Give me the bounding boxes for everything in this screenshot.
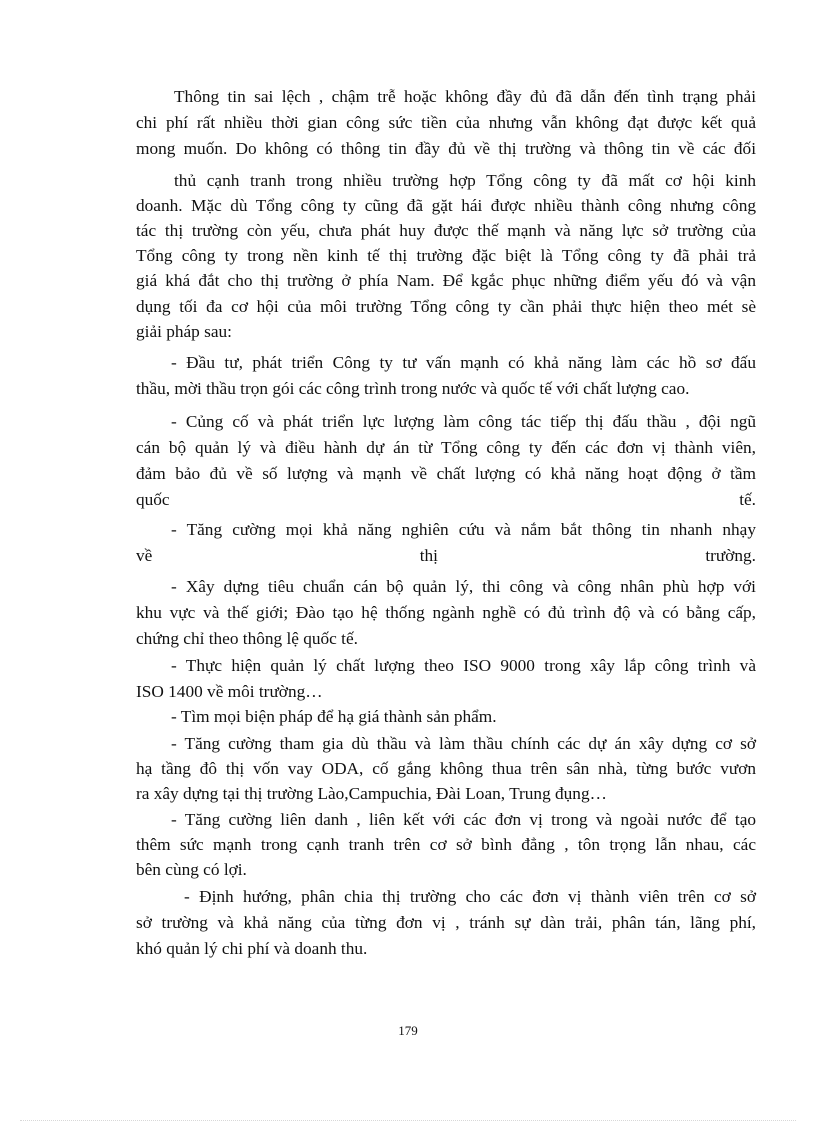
- list-item-line: sở trường và khả năng của từng đơn vị , tránh sự dàn trải, phân tán, lãng phí,: [136, 913, 756, 932]
- list-item-line: thầu, mời thầu trọn gói các công trình trong nước và quốc tế với chất lượng cao.: [136, 379, 690, 398]
- list-item-line: đảm bảo đủ về số lượng và mạnh về chất lượng có khả năng hoạt động ở tầm: [136, 464, 756, 483]
- list-item-line: cán bộ quản lý và điều hành dự án từ Tổng công ty đến các đơn vị thành viên,: [136, 438, 756, 457]
- list-item-line: - Thực hiện quản lý chất lượng theo ISO 9000 trong xây lắp công trình và: [171, 656, 756, 675]
- list-item-line: - Xây dựng tiêu chuẩn cán bộ quản lý, thi công và công nhân phù hợp với: [171, 577, 756, 596]
- paragraph-line: giải pháp sau:: [136, 322, 232, 341]
- list-item-line: - Tìm mọi biện pháp để hạ giá thành sản phẩm.: [171, 707, 497, 726]
- list-item-line: - Củng cố và phát triển lực lượng làm công tác tiếp thị đấu thầu , đội ngũ: [171, 412, 756, 431]
- page-number: 179: [398, 1023, 418, 1038]
- list-item-line: ra xây dựng tại thị trường Lào,Campuchia, Đài Loan, Trung đụng…: [136, 784, 607, 803]
- list-item-line: hạ tầng đô thị vốn vay ODA, cố gắng không thua trên sân nhà, từng bước vươn: [136, 759, 756, 778]
- list-item-line: bên cùng có lợi.: [136, 860, 247, 879]
- list-item-line: chứng chỉ theo thông lệ quốc tế.: [136, 629, 358, 648]
- paragraph-line: giá khá đắt cho thị trường ở phía Nam. Để kgắc phục những điểm yếu đó và vận: [136, 271, 756, 290]
- paragraph-line: Tổng công ty trong nền kinh tế thị trường đặc biệt là Tổng công ty đã phải trả: [136, 246, 756, 265]
- list-item-line: quốc tế.: [136, 490, 756, 509]
- list-item-line: khó quản lý chi phí và doanh thu.: [136, 939, 368, 958]
- list-item-line: khu vực và thế giới; Đào tạo hệ thống ngành nghề có đủ trình độ và có bằng cấp,: [136, 603, 756, 622]
- list-item-line: - Đầu tư, phát triển Công ty tư vấn mạnh có khả năng làm các hồ sơ đấu: [171, 353, 756, 372]
- list-item-line: về thị trường.: [136, 546, 756, 565]
- paragraph-line: chi phí rất nhiều thời gian công sức tiền của nhưng vẫn không đạt được kết quả: [136, 113, 756, 132]
- paragraph-line: Thông tin sai lệch , chậm trễ hoặc không đầy đủ đã dẫn đến tình trạng phải: [174, 87, 756, 106]
- page-bottom-divider: [20, 1120, 796, 1121]
- list-item-line: - Định hướng, phân chia thị trường cho các đơn vị thành viên trên cơ sở: [184, 887, 756, 906]
- list-item-line: - Tăng cường mọi khả năng nghiên cứu và nắm bắt thông tin nhanh nhạy: [171, 520, 756, 539]
- list-item-line: - Tăng cường tham gia dù thầu và làm thầu chính các dự án xây dựng cơ sở: [171, 734, 756, 753]
- paragraph-line: tác thị trường còn yếu, chưa phát huy được thế mạnh và năng lực sở trường của: [136, 221, 756, 240]
- paragraph-line: mong muốn. Do không có thông tin đầy đủ về thị trường và thông tin về các đối: [136, 139, 756, 158]
- list-item-line: thêm sức mạnh trong cạnh tranh trên cơ sở bình đẳng , tôn trọng lẫn nhau, các: [136, 835, 756, 854]
- paragraph-line: dụng tối đa cơ hội của môi trường Tổng công ty cần phải thực hiện theo mét sè: [136, 297, 756, 316]
- list-item-line: ISO 1400 về môi trường…: [136, 682, 323, 701]
- list-item-line: - Tăng cường liên danh , liên kết với các đơn vị trong và ngoài nước để tạo: [171, 810, 756, 829]
- paragraph-line: doanh. Mặc dù Tổng công ty cũng đã gặt hái được nhiều thành công nhưng công: [136, 196, 756, 215]
- paragraph-line: thủ cạnh tranh trong nhiều trường hợp Tổng công ty đã mất cơ hội kinh: [174, 171, 756, 190]
